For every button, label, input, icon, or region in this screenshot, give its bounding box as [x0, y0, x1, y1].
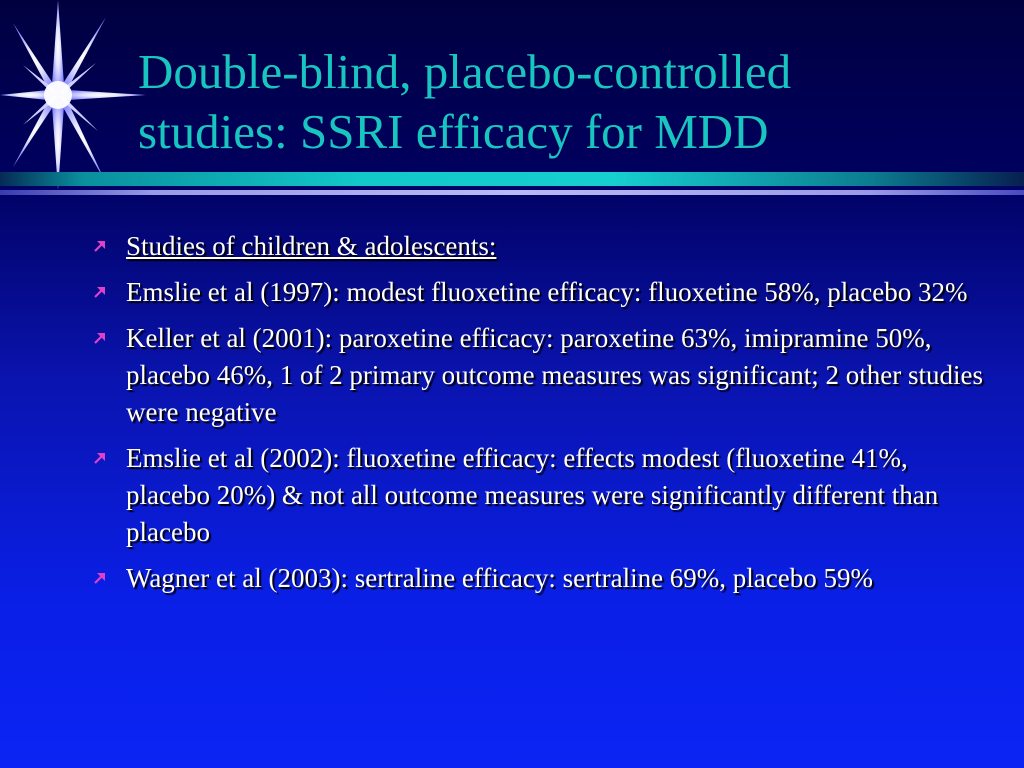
bullet-text: Keller et al (2001): paroxetine efficacy: paroxetine 63%, imipramine 50%, placebo 46%, 1 of 2 primary outcome measures was significant; 2 other studies were negative: [126, 323, 984, 427]
bullet-item: [92, 560, 992, 597]
arrow-up-right-icon: [92, 450, 108, 466]
bullet-text: Wagner et al (2003): sertraline efficacy: sertraline 69%, placebo 59%: [126, 563, 873, 593]
bullet-text: Studies of children & adolescents:: [126, 231, 497, 261]
arrow-up-right-icon: [92, 238, 108, 254]
slide-title-line-1: Double-blind, placebo-controlled: [138, 44, 792, 99]
bullet-text: Emslie et al (2002): fluoxetine efficacy: effects modest (fluoxetine 41%, placebo 20%) & not all outcome measures were significantly different than placebo: [126, 443, 939, 547]
arrow-up-right-icon: [92, 330, 108, 346]
bullet-item: [92, 320, 992, 431]
bullet-list: [92, 228, 992, 606]
bullet-item: [92, 274, 992, 311]
slide-title: [138, 42, 998, 162]
arrow-up-right-icon: [92, 284, 108, 300]
bullet-text: Emslie et al (1997): modest fluoxetine efficacy: fluoxetine 58%, placebo 32%: [126, 277, 968, 307]
sparkle-star-icon: [0, 0, 150, 190]
divider-bar-teal: [0, 172, 1024, 186]
bullet-item: [92, 440, 992, 551]
arrow-up-right-icon: [92, 570, 108, 586]
slide-title-line-2: studies: SSRI efficacy for MDD: [138, 104, 769, 159]
divider-bar-lavender: [0, 190, 1024, 195]
title-divider: [0, 172, 1024, 198]
bullet-item: [92, 228, 992, 265]
